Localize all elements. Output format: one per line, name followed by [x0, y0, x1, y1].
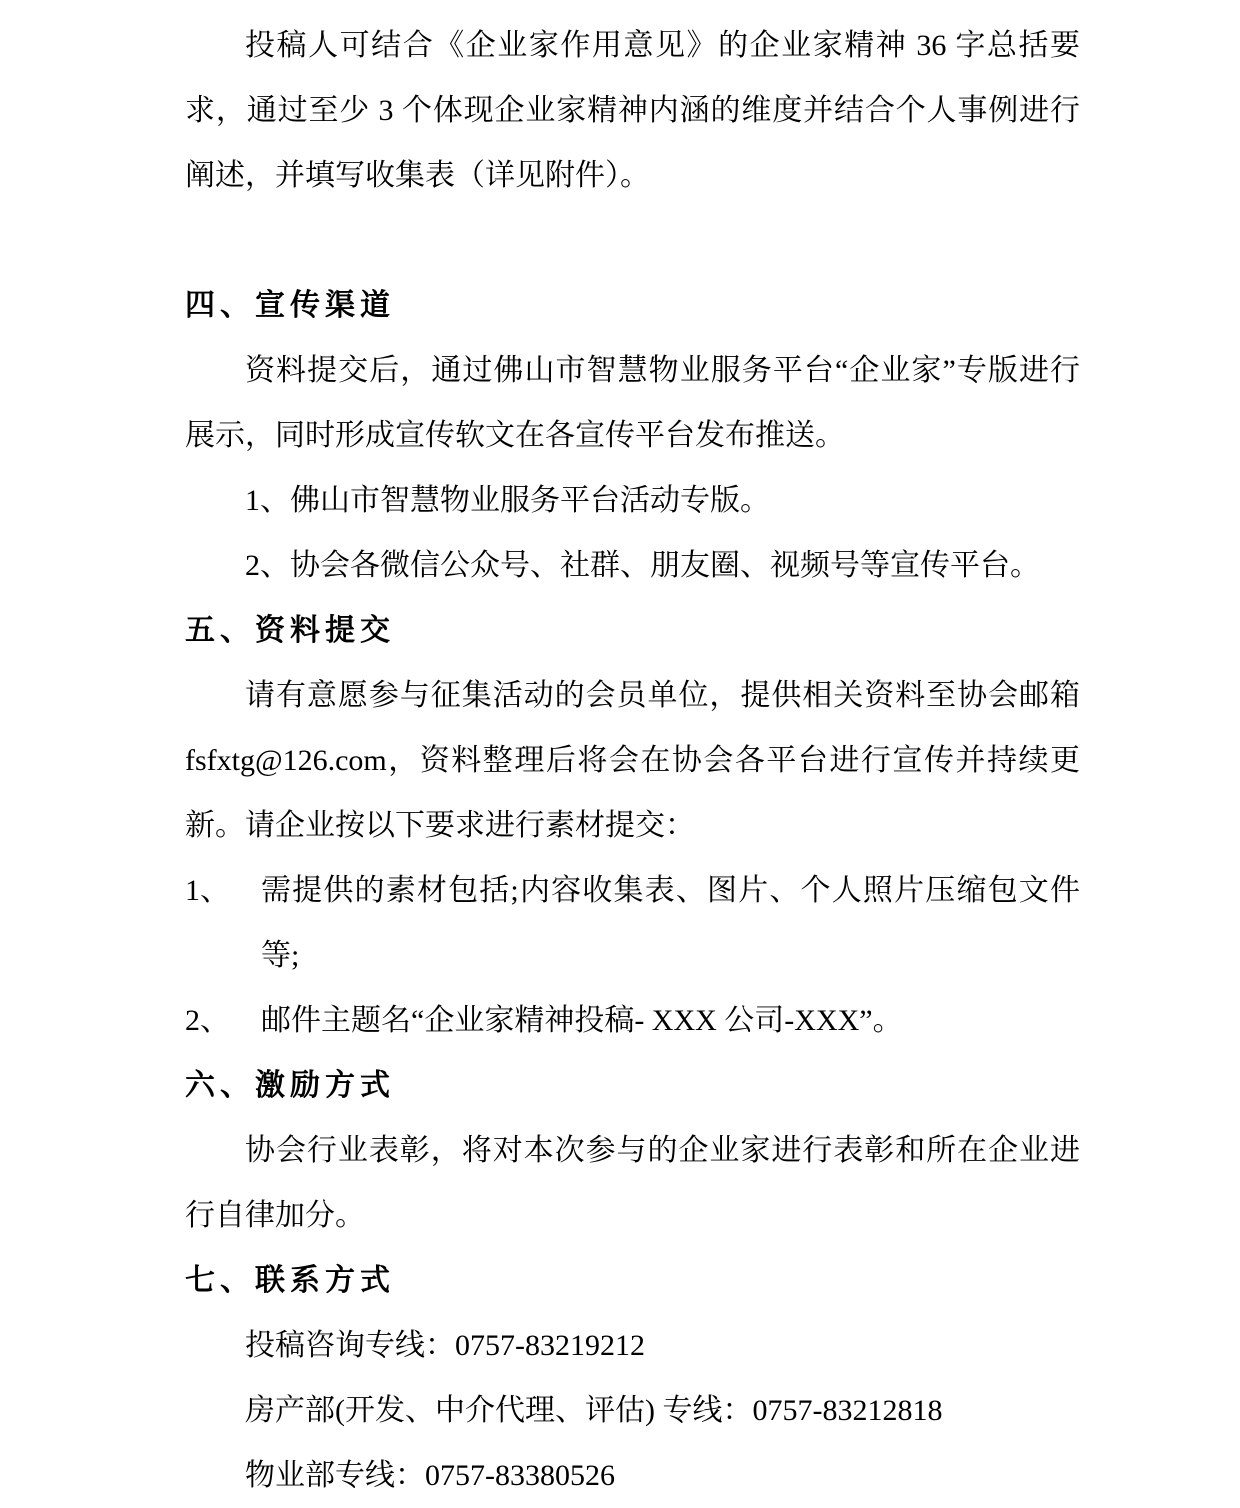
promotion-channel-item-2: 2、协会各微信公众号、社群、朋友圈、视频号等宣传平台。 — [245, 549, 1040, 582]
incentives-paragraph: 协会行业表彰，将对本次参与的企业家进行表彰和所在企业进行自律加分。 — [185, 1134, 1080, 1232]
promotion-channels-paragraph: 资料提交后，通过佛山市智慧物业服务平台“企业家”专版进行展示，同时形成宣传软文在各宣传平台发布推送。 — [185, 354, 1080, 452]
submission-requirement-item-1 — [185, 858, 1080, 988]
section-heading-promotion-channels: 四、宣传渠道 — [185, 289, 395, 322]
section-heading-incentives: 六、激励方式 — [185, 1069, 395, 1102]
list-item-text: 需提供的素材包括;内容收集表、图片、个人照片压缩包文件等; — [261, 874, 1080, 972]
section-heading-contact-info: 七、联系方式 — [185, 1264, 395, 1297]
promotion-channel-item-1: 1、佛山市智慧物业服务平台活动专版。 — [245, 484, 770, 517]
intro-paragraph: 投稿人可结合《企业家作用意见》的企业家精神 36 字总括要求，通过至少 3 个体现企业家精神内涵的维度并结合个人事例进行阐述，并填写收集表（详见附件）。 — [185, 29, 1080, 192]
list-item-number: 1、 — [185, 874, 230, 907]
list-item-text: 邮件主题名“企业家精神投稿- XXX 公司-XXX”。 — [261, 1004, 903, 1037]
material-submission-paragraph: 请有意愿参与征集活动的会员单位，提供相关资料至协会邮箱 fsfxtg@126.com，资料整理后将会在协会各平台进行宣传并持续更新。请企业按以下要求进行素材提交： — [185, 679, 1080, 842]
section-heading-material-submission: 五、资料提交 — [185, 614, 395, 647]
list-item-number: 2、 — [185, 1004, 230, 1037]
contact-line-submission-hotline: 投稿咨询专线：0757-83219212 — [245, 1329, 645, 1362]
blank-line — [185, 208, 1080, 273]
contact-line-property-dept: 物业部专线：0757-83380526 — [245, 1459, 615, 1492]
contact-line-real-estate-dept: 房产部(开发、中介代理、评估) 专线：0757-83212818 — [245, 1394, 943, 1427]
submission-requirement-item-2 — [185, 988, 1080, 1053]
